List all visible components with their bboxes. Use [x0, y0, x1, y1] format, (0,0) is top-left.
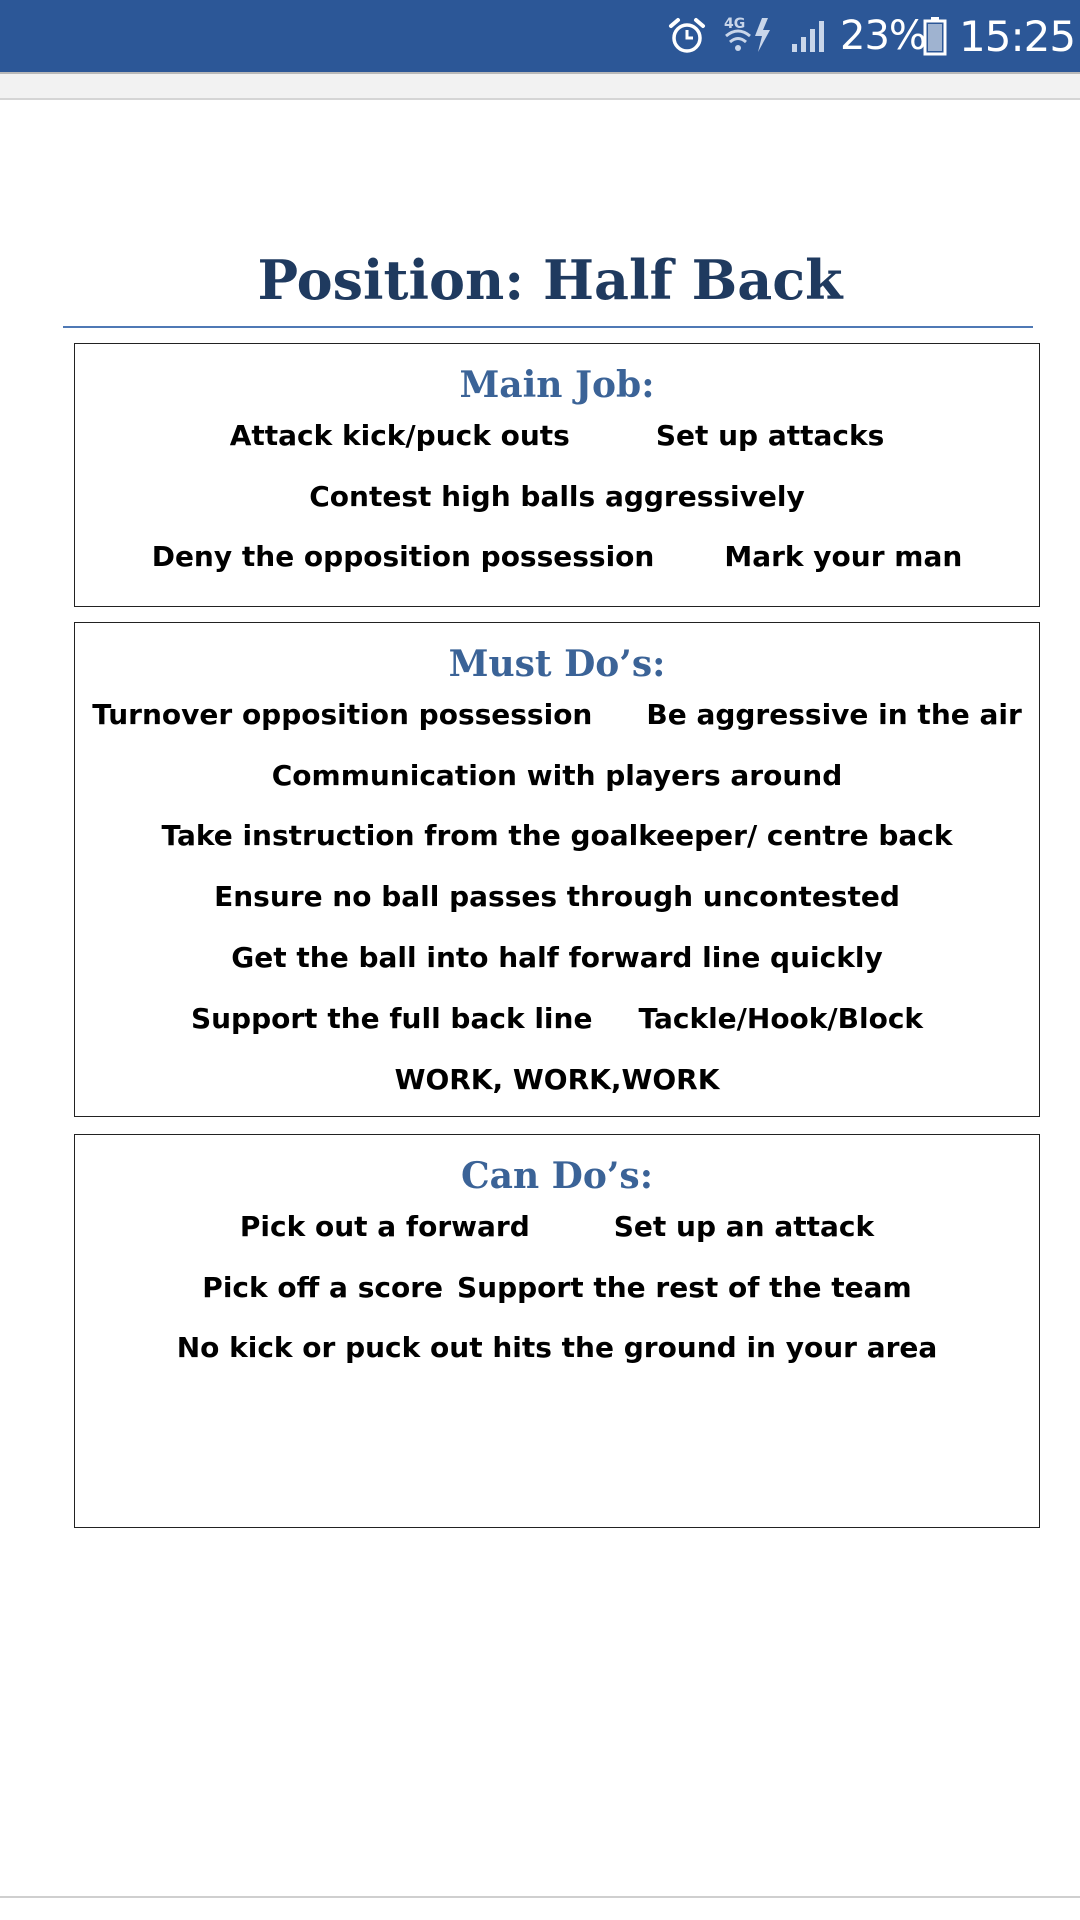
must-dos-heading: Must Do’s:	[448, 643, 666, 685]
must-dos-item: Support the full back line	[190, 1002, 593, 1035]
must-dos-item: Be aggressive in the air	[646, 698, 1022, 731]
signal-icon	[790, 0, 826, 72]
must-dos-item: Tackle/Hook/Block	[638, 1002, 924, 1035]
must-dos-item: Ensure no ball passes through uncontested	[214, 880, 900, 913]
must-dos-item: Get the ball into half forward line quickly	[231, 941, 883, 974]
battery-percent: 23%	[840, 13, 926, 59]
can-dos-item: Pick off a score	[202, 1271, 443, 1304]
can-dos-line-1	[75, 1210, 1039, 1243]
can-dos-item: Set up an attack	[613, 1210, 875, 1243]
alarm-icon	[668, 0, 708, 72]
can-dos-box	[74, 1134, 1040, 1528]
can-dos-line-3	[75, 1331, 1039, 1364]
can-dos-line-2	[75, 1271, 1039, 1304]
main-job-box	[74, 343, 1040, 607]
network-label: 4G	[724, 16, 746, 32]
main-job-heading: Main Job:	[459, 364, 655, 406]
must-dos-item: WORK, WORK,WORK	[394, 1063, 720, 1096]
main-job-item: Mark your man	[724, 540, 963, 573]
can-dos-heading: Can Do’s:	[460, 1155, 653, 1197]
must-dos-item: Turnover opposition possession	[92, 698, 593, 731]
main-job-item: Deny the opposition possession	[151, 540, 655, 573]
must-dos-item: Take instruction from the goalkeeper/ centre back	[161, 819, 953, 852]
main-job-item: Attack kick/puck outs	[229, 419, 570, 452]
title-divider	[63, 326, 1033, 328]
can-dos-item: Support the rest of the team	[457, 1271, 912, 1304]
clock-time: 15:25	[959, 11, 1076, 61]
status-bar	[0, 0, 1080, 72]
must-dos-line-4	[75, 880, 1039, 913]
data-network-icon	[722, 0, 776, 72]
must-dos-line-3	[75, 819, 1039, 852]
must-dos-line-6	[75, 1002, 1039, 1035]
main-job-line-1	[75, 419, 1039, 452]
can-dos-item: Pick out a forward	[239, 1210, 530, 1243]
main-job-line-3	[75, 540, 1039, 573]
must-dos-line-2	[75, 759, 1039, 792]
main-job-item: Set up attacks	[655, 419, 885, 452]
page-bottom-divider	[0, 1896, 1080, 1898]
page-title: Position: Half Back	[257, 248, 843, 312]
must-dos-item: Communication with players around	[271, 759, 843, 792]
must-dos-line-1	[75, 698, 1039, 731]
must-dos-line-5	[75, 941, 1039, 974]
must-dos-box	[74, 622, 1040, 1117]
battery-icon	[923, 0, 949, 72]
main-job-item: Contest high balls aggressively	[309, 480, 805, 513]
viewer-toolbar	[0, 72, 1080, 100]
must-dos-line-7	[75, 1063, 1039, 1096]
main-job-line-2	[75, 480, 1039, 513]
can-dos-item: No kick or puck out hits the ground in your area	[176, 1331, 938, 1364]
